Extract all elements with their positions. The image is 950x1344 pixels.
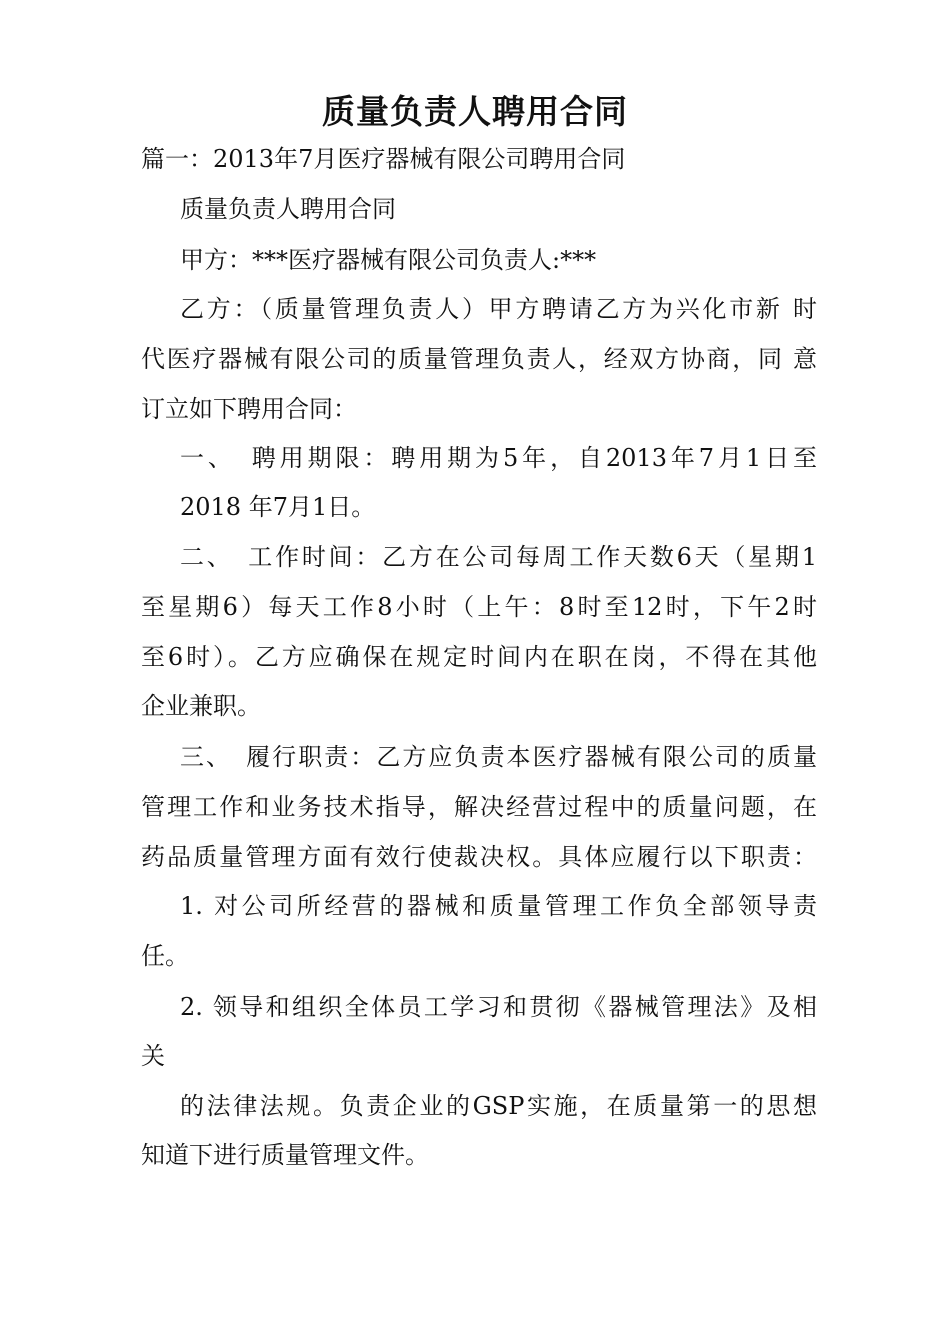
paragraph-line: 药品质量管理方面有效行使裁决权。具体应履行以下职责： — [141, 843, 817, 871]
duty-1-line: 1. 对公司所经营的器械和质量管理工作负全部领导责 — [180, 892, 817, 920]
party-b-line: 乙方：（质量管理负责人）甲方聘请乙方为兴化市新 时 — [180, 295, 817, 323]
paragraph-line: 管理工作和业务技术指导，解决经营过程中的质量问题，在 — [141, 793, 817, 821]
clause-3-line: 三、 履行职责：乙方应负责本医疗器械有限公司的质量 — [180, 743, 817, 771]
clause-2-line: 二、 工作时间：乙方在公司每周工作天数6天（星期1 — [180, 543, 817, 571]
document-title: 质量负责人聘用合同 — [322, 92, 628, 131]
paragraph-line: 知道下进行质量管理文件。 — [141, 1141, 429, 1169]
paragraph-line: 任。 — [141, 942, 189, 970]
clause-1-line: 一、 聘用期限：聘用期为5年，自2013年7月1日至 — [180, 444, 817, 472]
paragraph-line: 至6时）。乙方应确保在规定时间内在职在岗，不得在其他 — [141, 643, 817, 671]
paragraph-line: 2018 年7月1日。 — [180, 493, 376, 521]
paragraph-line: 关 — [141, 1042, 165, 1070]
paragraph-line: 至星期6）每天工作8小时（上午：8时至12时，下午2时 — [141, 593, 817, 621]
paragraph-line: 的法律法规。负责企业的GSP实施，在质量第一的思想 — [180, 1092, 817, 1120]
subtitle-line: 质量负责人聘用合同 — [180, 195, 396, 223]
paragraph-line: 订立如下聘用合同： — [141, 395, 357, 423]
paragraph-line: 企业兼职。 — [141, 692, 261, 720]
paragraph-line: 代医疗器械有限公司的质量管理负责人，经双方协商，同 意 — [141, 345, 817, 373]
duty-2-line: 2. 领导和组织全体员工学习和贯彻《器械管理法》及相 — [180, 993, 817, 1021]
party-a-line: 甲方：***医疗器械有限公司负责人:*** — [180, 246, 597, 274]
heading-line: 篇一：2013年7月医疗器械有限公司聘用合同 — [141, 145, 626, 173]
